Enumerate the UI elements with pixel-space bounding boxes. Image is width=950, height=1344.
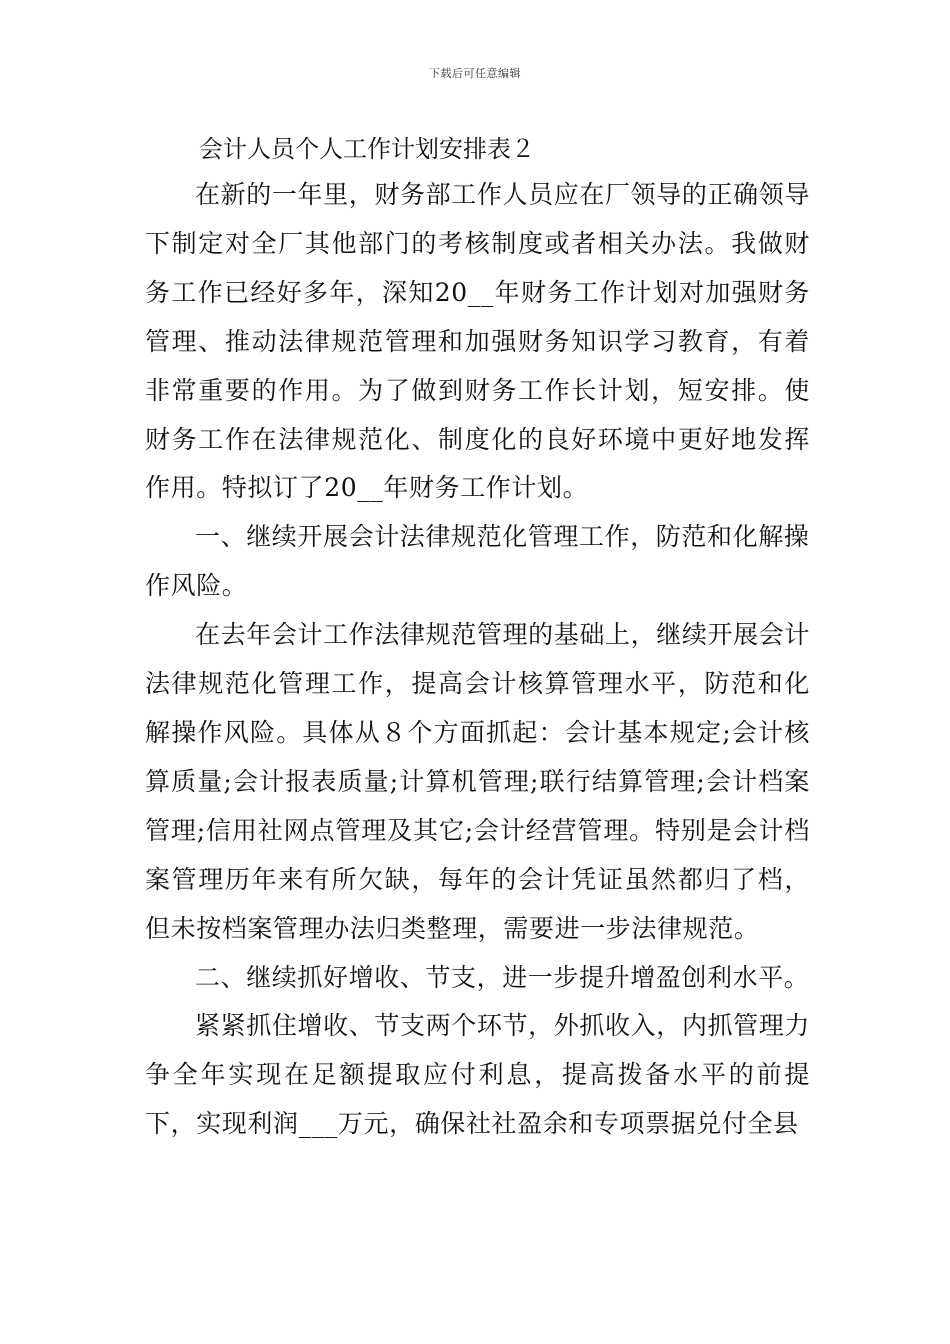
section-heading-2: 二、继续抓好增收、节支，进一步提升增盈创利水平。 xyxy=(195,962,810,992)
document-title: 会计人员个人工作计划安排表２ xyxy=(199,135,535,163)
page-header-note: 下载后可任意编辑 xyxy=(429,67,521,80)
section-heading-1: 一、继续开展会计法律规范化管理工作，防范和化解操作风险。 xyxy=(145,522,810,601)
paragraph-section-2: 紧紧抓住增收、节支两个环节，外抓收入，内抓管理力争全年实现在足额提取应付利息，提高拨备水平的前提下，实现利润___万元，确保社社盈余和专项票据兑付全县 xyxy=(145,1011,810,1139)
document-body xyxy=(145,127,810,1149)
paragraph-intro: 在新的一年里，财务部工作人员应在厂领导的正确领导下制定对全厂其他部门的考核制度或者相关办法。我做财务工作已经好多年，深知20__年财务工作计划对加强财务管理、推动法律规范管理和加强财务知识学习教育，有着非常重要的作用。为了做到财务工作长计划，短安排。使财务工作在法律规范化、制度化的良好环境中更好地发挥作用。特拟订了20__年财务工作计划。 xyxy=(145,180,810,503)
paragraph-section-1: 在去年会计工作法律规范管理的基础上，继续开展会计法律规范化管理工作，提高会计核算管理水平，防范和化解操作风险。具体从８个方面抓起：会计基本规定;会计核算质量;会计报表质量;计算机管理;联行结算管理;会计档案管理;信用社网点管理及其它;会计经营管理。特别是会计档案管理历年来有所欠缺，每年的会计凭证虽然都归了档，但未按档案管理办法归类整理，需要进一步法律规范。 xyxy=(145,620,810,943)
